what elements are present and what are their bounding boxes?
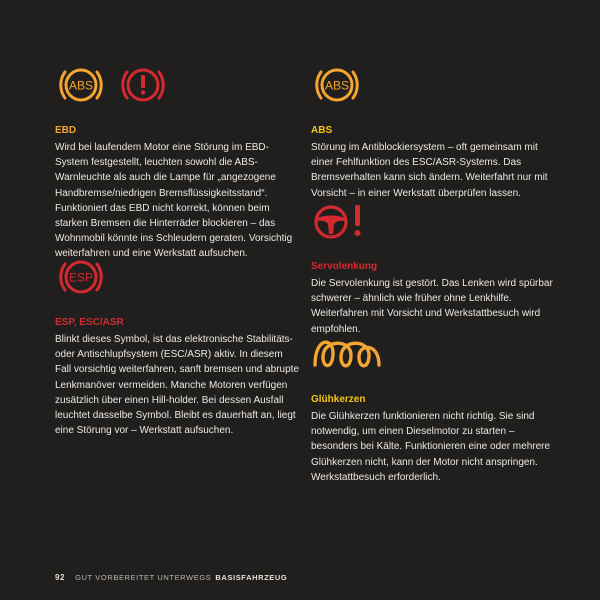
servo-block [311,196,556,337]
running-title: GUT VORBEREITET UNTERWEGS [75,573,212,582]
esp-text: Blinkt dieses Symbol, ist das elektronische Stabilitäts- oder Antischlupfsystem (ESC/ASR) aktiv. In diesem Fall vorsichtig weiterfahren, sanft bremsen und abrupte Lenkmanöver vermeiden. Manche Motoren verfügen zusätzlich über einen Hill-holder. Bei dessen Ausfall leuchtet dasselbe Symbol. Bleibt es dauerhaft an, liegt eine Störung vor – Werkstatt aufsuchen. [55,334,300,437]
esp-icons [55,252,300,302]
abs-title: ABS [311,125,333,136]
ebd-text: Wird bei laufendem Motor eine Störung im EBD-System festgestellt, leuchten sowohl die ABS-Warnleuchte als auch die Lampe für „angezogene Handbremse/niedrigen Bremsflüssigkeitsstand“. Funktioniert das EBD nicht korrekt, können beim starken Bremsen die Hinterräder blockieren – das Wohnmobil könnte ins Schleudern geraten. Vorsichtig weiterfahren und eine Werkstatt aufsuchen. [55,142,293,260]
glow-text: Die Glühkerzen funktionieren nicht richtig. Sie sind notwendig, um einen Dieselmotor zu starten – besonders bei Kälte. Funktionieren eine oder mehrere Glühkerzen nicht, kann der Motor nicht anspringen. Werkstattbesuch erforderlich. [311,411,551,483]
esp-warning-icon [55,252,107,302]
abs-icon-label: ABS [68,78,94,93]
servo-text: Die Servolenkung ist gestört. Das Lenken wird spürbar schwerer – ähnlich wie früher ohne Lenkhilfe. Weiterfahren mit Vorsicht und Werkstattbesuch wird empfohlen. [311,278,553,335]
esp-title: ESP, ESC/ASR [55,317,124,328]
ebd-block [55,60,300,262]
abs-warning-icon [55,60,107,110]
page-footer [55,573,287,582]
servo-title: Servolenkung [311,261,378,272]
abs-icon-label: ABS [324,78,350,93]
servo-icons [311,196,556,246]
ebd-icons [55,60,300,110]
glow-icons [311,329,556,379]
abs-warning-icon [311,60,363,110]
section-title: BASISFAHRZEUG [215,573,288,582]
ebd-title: EBD [55,125,77,136]
page-number: 92 [55,573,66,582]
glow-title: Glühkerzen [311,394,366,405]
glow-plug-icon [311,329,383,379]
abs-block [311,60,556,201]
esp-block [55,252,300,438]
power-steering-warning-icon [311,196,367,246]
glow-block [311,329,556,485]
abs-text: Störung im Antiblockiersystem – oft gemeinsam mit einer Fehlfunktion des ESC/ASR-Systems. Das Bremsverhalten kann sich ändern. Weiterfahrt nur mit Vorsicht – in einer Werkstatt überprüfen lassen. [311,142,548,199]
esp-icon-label: ESP [68,270,94,285]
brake-warning-icon [117,60,169,110]
abs-icons [311,60,556,110]
